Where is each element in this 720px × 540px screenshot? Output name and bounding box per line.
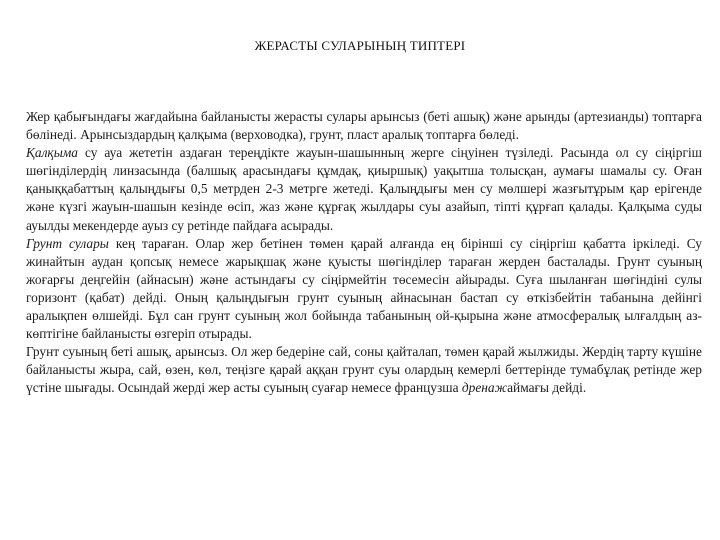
term-drenazh: дренаж xyxy=(461,380,508,396)
paragraph-kalkyma xyxy=(26,144,702,234)
term-grunt-sulary: Грунт сулары xyxy=(26,235,109,251)
term-kalkyma: Қалқыма xyxy=(26,145,78,161)
document-title: ЖЕРАСТЫ СУЛАРЫНЫҢ ТИПТЕРІ xyxy=(254,38,466,53)
paragraph-grunt xyxy=(26,235,702,344)
paragraph-intro xyxy=(26,108,702,144)
document-body xyxy=(26,108,702,398)
paragraph-drenazh-text-after: аймағы дейді. xyxy=(507,380,587,396)
paragraph-grunt-text: кең тараған. Олар жер бетінен төмен қарай алғанда ең бірінші су сіңіргіш қабатта іркіледі. Су жинайтын аудан қопсық немесе жарықшақ және қуысты шөгінділер тараған жерден басталады. Грунт суының жоғарғы деңгейін (айнасын) және астындағы су сіңірмейтін төсемесін айырады. Суға шыланған шөгіндіні сулы горизонт (қабат) дейді. Оның қалыңдығын грунт суының айнасынан бастап су өткізбейтін табанына дейінгі аралықпен өлшейді. Бұл сан грунт суының жол бойында табанының ой-қырына және атмосфералық ылғалдың аз-көптігіне байланысты өзгеріп отырады. xyxy=(26,235,702,342)
paragraph-intro-text: Жер қабығындағы жағдайына байланысты жерасты сулары арынсыз (беті ашық) және арынды (артезианды) топтарға бөлінеді. Арынсыздардың қалқыма (верховодка), грунт, пласт аралық топтарға бөледі. xyxy=(26,109,702,143)
paragraph-kalkyma-text: су ауа жететін аздаған тереңдікте жауын-шашынның жерге сіңуінен түзіледі. Расында ол су сіңіргіш шөгінділердің линзасында (балшық арасындағы құмдақ, қиыршық) уақытша толысқан, аумағы шамалы су. Оған қаныққабаттың қалыңдығы 0,5 метрден 2-3 метрге жетеді. Қалыңдығы мен су мөлшері жазғытұрым қар ерігенде және күзгі жауын-шашын кезінде өсіп, жаз және құрғақ жылдары суы азайып, тіпті құрғап қалады. Қалқыма суды ауылды мекендерде ауыз су ретінде пайдаға асырады. xyxy=(26,145,702,233)
paragraph-drenazh xyxy=(26,343,702,397)
paragraph-drenazh-text-before: Грунт суының беті ашық, арынсыз. Ол жер бедеріне сай, соны қайталап, төмен қарай жылжиды. Жердің тарту күшіне байланысты жыра, сай, өзен, көл, теңізге қарай аққан грунт суы олардың кемерлі беттерінде тумабұлақ ретінде жер үстіне шығады. Осындай жерді жер асты суының суағар немесе французша xyxy=(26,344,702,396)
